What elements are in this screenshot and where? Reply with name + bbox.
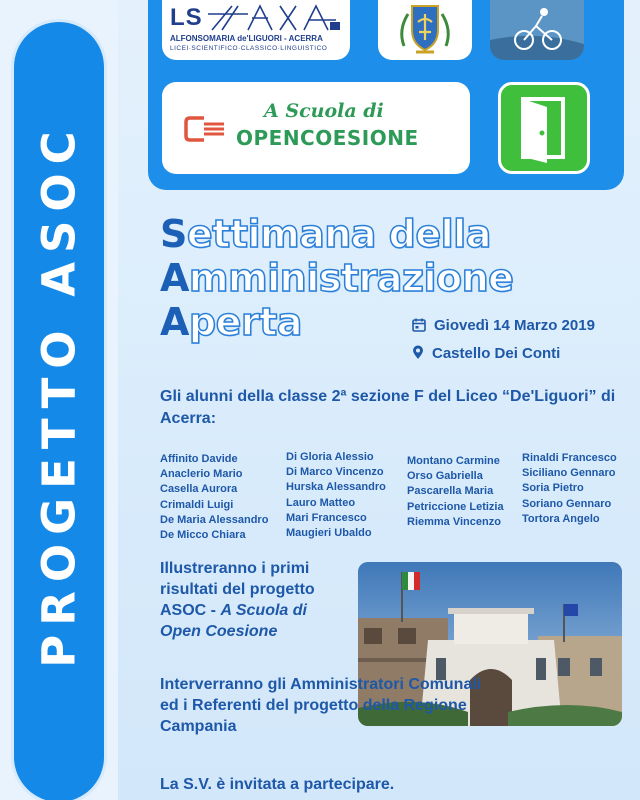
list-item: Maugieri Ubaldo bbox=[286, 527, 372, 540]
results-paragraph: Illustreranno i primi risultati del progetto ASOC - A Scuola di Open Coesione bbox=[160, 560, 315, 640]
student-list-col-1 bbox=[160, 452, 268, 543]
open-door-logo bbox=[498, 82, 590, 174]
event-place-text: Castello Dei Conti bbox=[432, 345, 561, 362]
municipal-crest-logo bbox=[378, 0, 472, 60]
cyclist-logo bbox=[490, 0, 584, 60]
list-item: Mari Francesco bbox=[286, 511, 367, 524]
title-line-amministrazione: Amministrazione bbox=[160, 256, 514, 300]
list-item: Montano Carmine bbox=[407, 455, 500, 467]
list-item: Anaclerio Mario bbox=[160, 468, 243, 481]
list-item: Casella Aurora bbox=[160, 483, 238, 496]
school-logo-abbrev: LS bbox=[170, 4, 203, 31]
list-item: Hurska Alessandro bbox=[286, 481, 386, 494]
title-line-settimana: Settimana della bbox=[160, 212, 491, 256]
crest-icon bbox=[378, 0, 472, 60]
list-item: Rinaldi Francesco bbox=[522, 452, 617, 464]
cyclist-icon bbox=[490, 0, 584, 60]
event-date-text: Giovedì 14 Marzo 2019 bbox=[434, 317, 595, 334]
list-item: Affinito Davide bbox=[160, 453, 238, 465]
asoc-logo bbox=[162, 82, 470, 174]
side-band bbox=[0, 0, 118, 800]
student-list-col-2 bbox=[286, 450, 386, 541]
open-door-icon bbox=[501, 85, 587, 171]
invitation-text: La S.V. è invitata a partecipare. bbox=[160, 776, 395, 793]
asoc-book-icon bbox=[184, 114, 228, 144]
list-item: Tortora Angelo bbox=[522, 512, 600, 525]
list-item: Lauro Matteo bbox=[286, 496, 356, 509]
student-list-col-3 bbox=[407, 454, 504, 530]
side-band-text: PROGETTO ASOC bbox=[32, 122, 86, 668]
list-item: Pascarella Maria bbox=[407, 485, 494, 498]
list-item: Soriano Gennaro bbox=[522, 497, 612, 510]
asoc-logo-line2: OPENCOESIONE bbox=[236, 126, 419, 150]
title-line-aperta: Aperta bbox=[160, 300, 302, 344]
list-item: Siciliano Gennaro bbox=[522, 467, 616, 480]
list-item: Orso Gabriella bbox=[407, 470, 483, 483]
school-logo-name: ALFONSOMARIA de'LIGUORI - ACERRA bbox=[170, 34, 323, 43]
speakers-paragraph: Interverranno gli Amministratori Comunali ed i Referenti del progetto della Regione Campania bbox=[160, 676, 482, 735]
school-logo bbox=[162, 0, 350, 60]
map-pin-icon bbox=[412, 345, 424, 360]
list-item: De Micco Chiara bbox=[160, 529, 246, 542]
list-item: Crimaldi Luigi bbox=[160, 498, 234, 511]
school-logo-graphic-icon bbox=[208, 4, 342, 32]
event-place bbox=[412, 345, 560, 362]
list-item: Di Marco Vincenzo bbox=[286, 466, 384, 479]
list-item: Soria Pietro bbox=[522, 482, 584, 495]
calendar-icon bbox=[412, 318, 426, 332]
list-item: Riemma Vincenzo bbox=[407, 515, 501, 528]
list-item: Di Gloria Alessio bbox=[286, 451, 374, 463]
event-date bbox=[412, 317, 595, 334]
school-logo-subtitle: LICEI·SCIENTIFICO·CLASSICO·LINGUISTICO bbox=[170, 45, 328, 52]
student-list-col-4 bbox=[522, 451, 617, 527]
asoc-logo-line1: A Scuola di bbox=[264, 100, 384, 122]
intro-text: Gli alunni della classe 2ª sezione F del Liceo “De'Liguori” di Acerra: bbox=[160, 388, 616, 427]
list-item: Petriccione Letizia bbox=[407, 500, 504, 513]
list-item: De Maria Alessandro bbox=[160, 513, 269, 526]
